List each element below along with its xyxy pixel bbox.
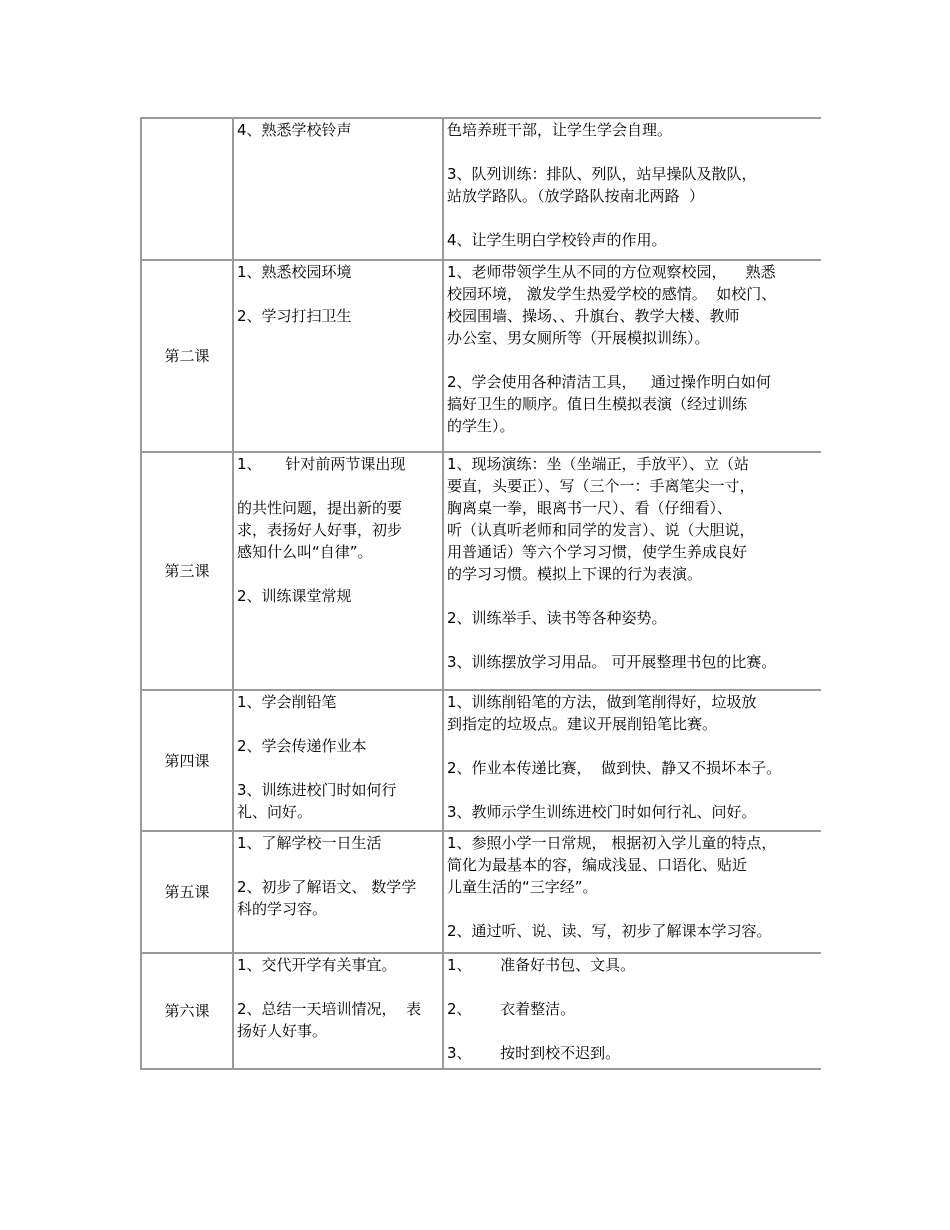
paragraph-gap [237, 854, 442, 876]
text-line: 1、 准备好书包、文具。 [447, 956, 636, 974]
paragraph-gap [447, 976, 821, 998]
lesson-label: 第三课 [164, 562, 210, 580]
text-line: 2、初步了解语文、 数学学 [237, 878, 417, 896]
paragraph-gap [447, 207, 821, 229]
lesson-label: 第四课 [164, 751, 210, 770]
text-line: 要直，头要正）、写（三个一：手离笔尖一寸， [447, 477, 755, 495]
lesson-cell [141, 118, 233, 260]
text-line: 1、了解学校一日生活 [237, 834, 382, 852]
content-cell [233, 690, 443, 831]
text-line: 的共性问题，提出新的要 [237, 499, 403, 517]
table-row [141, 831, 821, 953]
method-cell [443, 260, 821, 452]
text-line: 3、队列训练：排队、列队，站早操队及散队， [447, 165, 757, 183]
paragraph-gap [237, 976, 442, 998]
text-line: 2、总结一天培训情况， 表 [237, 1000, 422, 1018]
text-line: 简化为最基本的容，编成浅显、口语化、贴近 [447, 856, 748, 874]
text-line: 感知什么叫“自律”。 [237, 543, 373, 561]
text-line: 3、训练进校门时如何行 [237, 781, 397, 799]
text-line: 2、通过听、说、读、写，初步了解课本学习容。 [447, 922, 772, 940]
text-line: 1、参照小学一日常规， 根据初入学儿童的特点， [447, 834, 777, 852]
text-line: 3、训练摆放学习用品。 可开展整理书包的比赛。 [447, 653, 777, 671]
text-line: 礼、问好。 [237, 803, 313, 821]
table-row [141, 690, 821, 831]
paragraph-gap [237, 283, 442, 305]
paragraph-gap [447, 629, 821, 651]
paragraph-gap [447, 735, 821, 757]
text-line: 2、训练课堂常规 [237, 587, 352, 605]
lesson-cell [141, 452, 233, 690]
text-line: 的学生）。 [447, 417, 515, 435]
text-line: 用普通话）等六个学习习惯，使学生养成良好 [447, 543, 748, 561]
lesson-cell [141, 953, 233, 1069]
text-line: 1、熟悉校园环境 [237, 263, 352, 281]
lesson-label: 第二课 [164, 347, 210, 365]
table-row [141, 260, 821, 452]
text-line: 2、作业本传递比赛， 做到快、静又不损坏本子。 [447, 759, 782, 777]
text-line: 2、 衣着整洁。 [447, 1000, 576, 1018]
text-line: 2、学会传递作业本 [237, 737, 367, 755]
method-cell [443, 690, 821, 831]
text-line: 校园环境， 激发学生热爱学校的感情。 如校门、 [447, 285, 777, 303]
paragraph-gap [447, 585, 821, 607]
paragraph-gap [237, 757, 442, 779]
text-line: 搞好卫生的顺序。值日生模拟表演（经过训练 [447, 395, 748, 413]
text-line: 校园围墙、操场、、升旗台、教学大楼、教师 [447, 307, 740, 325]
text-line: 扬好人好事。 [237, 1022, 328, 1040]
text-line: 科的学习容。 [237, 900, 328, 918]
text-line: 办公室、男女厕所等（开展模拟训练）。 [447, 329, 710, 347]
paragraph-gap [237, 475, 442, 497]
table-row [141, 118, 821, 260]
text-line: 1、 针对前两节课出现 [237, 455, 406, 473]
text-line: 的学习习惯。模拟上下课的行为表演。 [447, 565, 703, 583]
text-line: 2、学习打扫卫生 [237, 307, 352, 325]
lesson-table [140, 117, 821, 1070]
text-line: 求，表扬好人好事，初步 [237, 521, 403, 539]
content-cell [233, 118, 443, 260]
text-line: 色培养班干部，让学生学会自理。 [447, 121, 673, 139]
table-row [141, 452, 821, 690]
paragraph-gap [447, 141, 821, 163]
paragraph-gap [447, 1020, 821, 1042]
text-line: 1、学会削铅笔 [237, 693, 337, 711]
method-cell [443, 831, 821, 953]
lesson-cell [141, 260, 233, 452]
lesson-label: 第五课 [164, 883, 210, 901]
paragraph-gap [237, 563, 442, 585]
text-line: 1、交代开学有关事宜。 [237, 956, 397, 974]
text-line: 4、让学生明白学校铃声的作用。 [447, 231, 667, 249]
paragraph-gap [447, 779, 821, 801]
paragraph-gap [447, 898, 821, 920]
content-cell [233, 953, 443, 1069]
text-line: 1、老师带领学生从不同的方位观察校园， 熟悉 [447, 263, 776, 281]
text-line: 听（认真听老师和同学的发言）、说（大胆说， [447, 521, 755, 539]
method-cell [443, 118, 821, 260]
table-body [141, 118, 821, 1069]
table-row [141, 953, 821, 1069]
text-line: 4、熟悉学校铃声 [237, 121, 352, 139]
text-line: 站放学路队。（放学路队按南北两路 ） [447, 187, 705, 205]
content-cell [233, 260, 443, 452]
text-line: 1、现场演练：坐（坐端正，手放平）、立（站 [447, 455, 750, 473]
method-cell [443, 452, 821, 690]
text-line: 3、 按时到校不迟到。 [447, 1044, 621, 1062]
text-line: 到指定的垃圾点。建议开展削铅笔比赛。 [447, 715, 718, 733]
text-line: 2、学会使用各种清洁工具， 通过操作明白如何 [447, 373, 771, 391]
paragraph-gap [447, 349, 821, 371]
lesson-label: 第六课 [164, 1002, 210, 1020]
text-line: 儿童生活的“三字经”。 [447, 878, 598, 896]
method-cell [443, 953, 821, 1069]
text-line: 2、训练举手、读书等各种姿势。 [447, 609, 667, 627]
text-line: 3、教师示学生训练进校门时如何行礼、问好。 [447, 803, 757, 821]
content-cell [233, 452, 443, 690]
text-line: 胸离桌一拳，眼离书一尺）、看（仔细看）、 [447, 499, 733, 517]
lesson-cell [141, 690, 233, 831]
text-line: 1、训练削铅笔的方法，做到笔削得好，垃圾放 [447, 693, 757, 711]
content-cell [233, 831, 443, 953]
paragraph-gap [237, 713, 442, 735]
lesson-cell [141, 831, 233, 953]
